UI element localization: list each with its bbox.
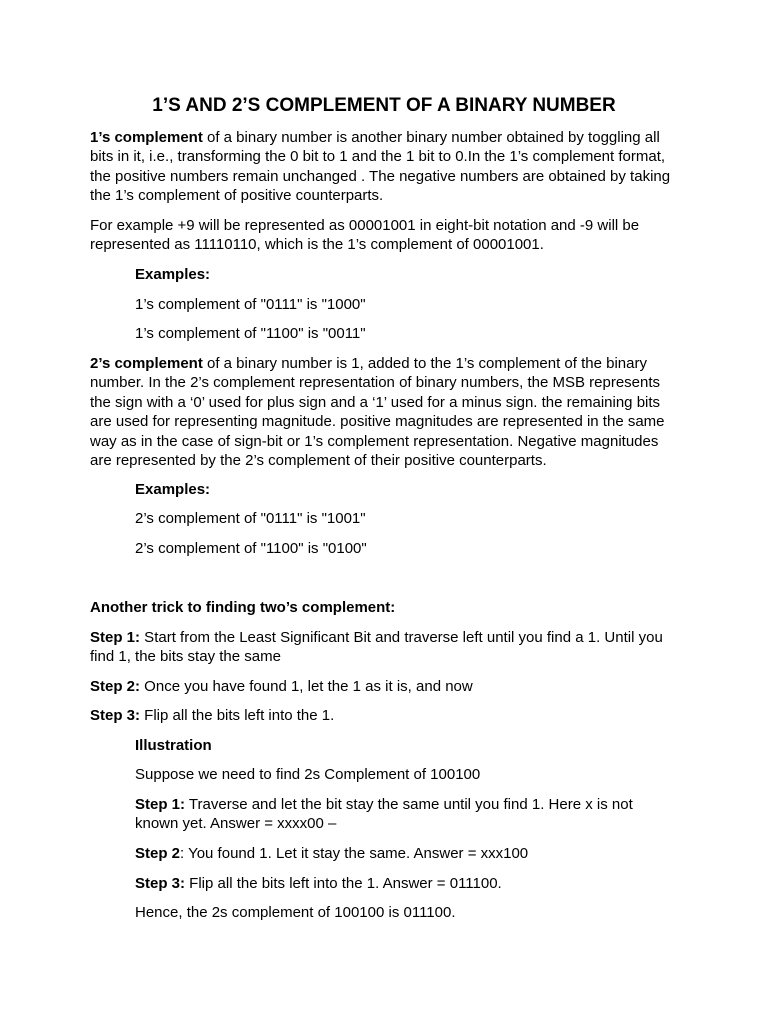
- trick-step-text: Once you have found 1, let the 1 as it is, and now: [140, 678, 473, 695]
- trick-step-label: Step 1:: [90, 629, 141, 646]
- illustration-step: [135, 844, 680, 863]
- illustration-step-label: Step 1:: [135, 796, 186, 813]
- twos-examples-heading: Examples:: [135, 481, 211, 498]
- illustration-step-label: Step 2: [135, 845, 181, 862]
- illustration-step-label: Step 3:: [135, 875, 186, 892]
- page-title: 1’S AND 2’S COMPLEMENT OF A BINARY NUMBER: [152, 95, 616, 116]
- twos-complement-definition: [90, 354, 680, 470]
- trick-step-text: Flip all the bits left into the 1.: [140, 707, 335, 724]
- twos-example-item: 2’s complement of "0111" is "1001": [135, 510, 366, 527]
- illustration-intro: Suppose we need to find 2s Complement of 100100: [135, 766, 481, 783]
- trick-step: [90, 628, 680, 667]
- ones-example-item: 1’s complement of "0111" is "1000": [135, 296, 366, 313]
- ones-examples-heading: Examples:: [135, 266, 211, 283]
- trick-step-text: Start from the Least Significant Bit and traverse left until you find a 1. Until you find 1, the bits stay the same: [90, 629, 663, 666]
- ones-complement-definition-text: of a binary number is another binary number obtained by toggling all bits in it, i.e., transforming the 0 bit to 1 and the 1 bit to 0.In the 1’s complement format, the positive numbers remain unchanged . The negative numbers are obtained by taking the 1’s complement of positive counterparts.: [90, 129, 671, 205]
- twos-example-item: 2’s complement of "1100" is "0100": [135, 540, 367, 557]
- ones-complement-definition: [90, 128, 680, 206]
- ones-complement-example-paragraph: For example +9 will be represented as 00001001 in eight-bit notation and -9 will be represented as 11110110, which is the 1’s complement of 00001001.: [90, 217, 640, 254]
- trick-step: [90, 706, 680, 725]
- ones-complement-term: 1’s complement: [90, 129, 203, 146]
- illustration-step-text: Traverse and let the bit stay the same until you find 1. Here x is not known yet. Answer = xxxx00 –: [135, 796, 633, 833]
- ones-example-item: 1’s complement of "1100" is "0011": [135, 325, 366, 342]
- illustration-step-text: : You found 1. Let it stay the same. Answer = xxx100: [180, 845, 529, 862]
- twos-complement-term: 2’s complement: [90, 355, 203, 372]
- trick-step: [90, 677, 680, 696]
- trick-step-label: Step 3:: [90, 707, 141, 724]
- twos-complement-definition-text: of a binary number is 1, added to the 1’s complement of the binary number. In the 2’s complement representation of binary numbers, the MSB represents the sign with a ‘0’ used for plus sign and a ‘1’ used for a minus sign. the remaining bits are used for representing magnitude. positive magnitudes are represented in the same way as in the case of sign-bit or 1’s complement representation. Negative magnitudes are represented by the 2’s complement of their positive counterparts.: [90, 355, 665, 470]
- illustration-step: [135, 795, 680, 834]
- trick-step-label: Step 2:: [90, 678, 141, 695]
- illustration-conclusion: Hence, the 2s complement of 100100 is 011100.: [135, 904, 456, 921]
- trick-heading: Another trick to finding two’s complement:: [90, 599, 396, 616]
- illustration-step-text: Flip all the bits left into the 1. Answer = 011100.: [185, 875, 502, 892]
- illustration-step: [135, 874, 680, 893]
- illustration-heading: Illustration: [135, 737, 212, 754]
